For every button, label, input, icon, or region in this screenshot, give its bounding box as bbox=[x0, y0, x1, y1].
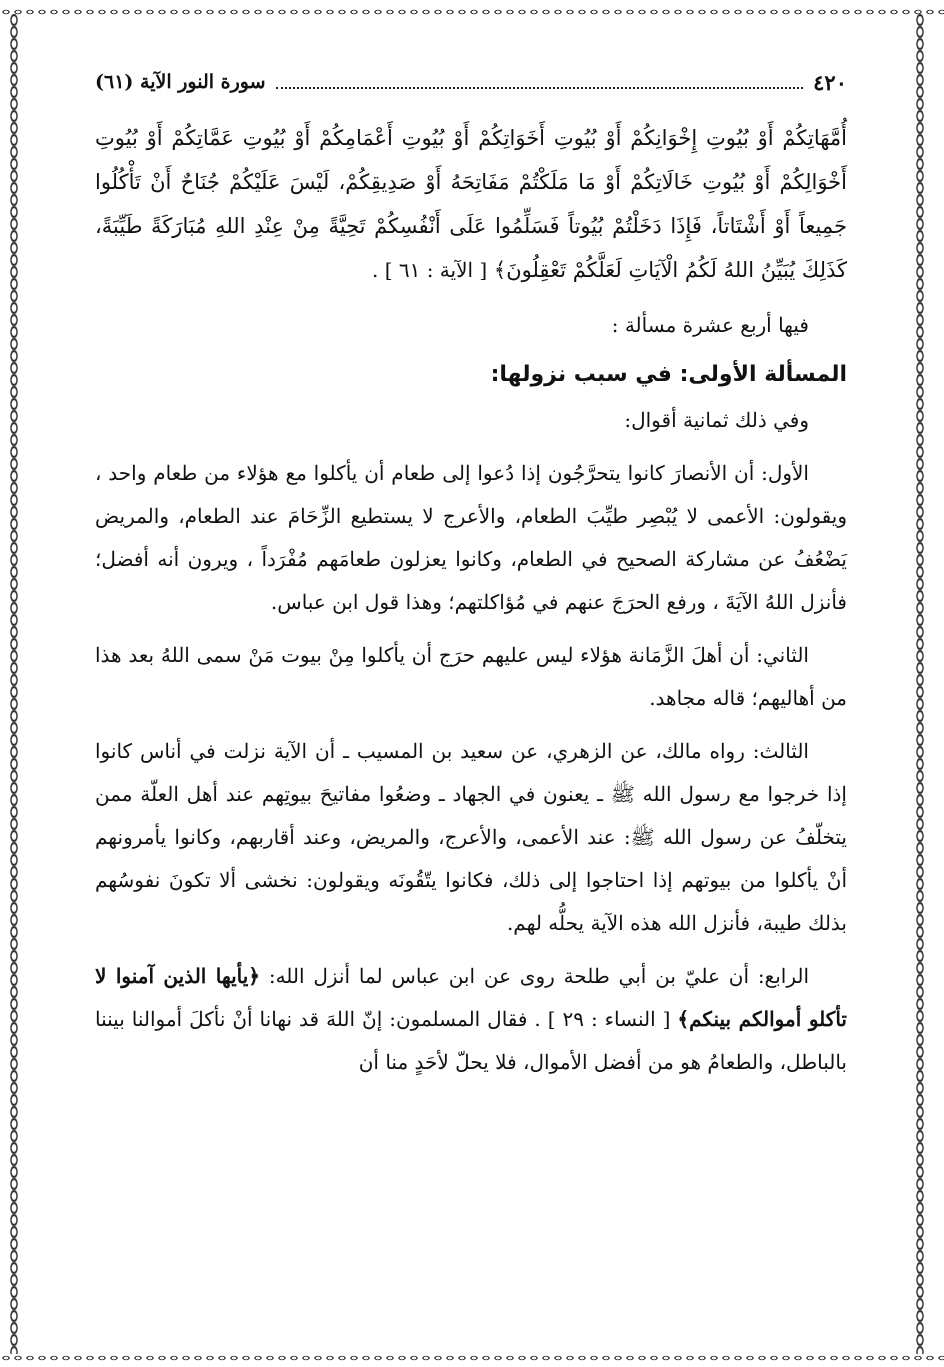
running-title: سورة النور الآية (٦١) bbox=[95, 71, 266, 93]
decorative-border-bottom bbox=[0, 1350, 944, 1366]
saying-second: الثاني: أن أهلَ الزَّمَانة هؤلاء ليس عليهم حرَج أن يأكلوا مِنْ بيوت مَنْ سمى اللهُ بعد هذا من أهاليهم؛ قاله مجاهد. bbox=[95, 643, 847, 710]
page-number: ٤٢٠ bbox=[813, 69, 847, 95]
saying-fourth-quote: ﴿يأيها الذين آمنوا لا تأكلو أموالكم بينكم﴾ bbox=[95, 964, 847, 1031]
decorative-border-right bbox=[912, 14, 928, 1354]
saying-fourth-suffix: [ النساء : ٢٩ ] . فقال المسلمون: إنّ اللهَ قد نهانا أنْ نأكلَ أموالنا بيننا بالباطل، والطعامُ هو من أفضل الأموال، فلا يحلّ لأحَدٍ منا أن bbox=[95, 1007, 847, 1074]
issues-intro: فيها أربع عشرة مسألة : bbox=[611, 313, 809, 337]
issue-lead: وفي ذلك ثمانية أقوال: bbox=[624, 408, 809, 432]
page-header bbox=[95, 60, 847, 104]
header-dotted-leader bbox=[276, 87, 804, 89]
decorative-border-top bbox=[0, 4, 944, 20]
saying-fourth-prefix: الرابع: أن عليّ بن أبي طلحة روى عن ابن عباس لما أنزل الله: bbox=[260, 964, 810, 988]
saying-fourth bbox=[95, 955, 847, 1084]
verse-reference: [ الآية : ٦١ ] . bbox=[371, 258, 488, 282]
saying-third: الثالث: رواه مالك، عن الزهري، عن سعيد بن المسيب ـ أن الآية نزلت في أناس كانوا إذا خرجوا مع رسول الله ﷺ ـ يعنون في الجهاد ـ وضعُوا مفاتيحَ بيوتِهم عند أهل العلّة ممن يتخلّفُ عن رسول الله ﷺ: عند الأعمى، والأعرج، والمريض، وعند أقاربهم، وكانوا يأمرونهم أنْ يأكلوا من بيوتهم إذا احتاجوا إلى ذلك، فكانوا يتّقُونَه ويقولون: نخشى ألا تكونَ نفوسُهم بذلك طيبة، فأنزل الله هذه الآية يحلُّه لهم. bbox=[95, 739, 847, 935]
issue-title: المسألة الأولى: في سبب نزولها: bbox=[490, 362, 847, 387]
saying-first: الأول: أن الأنصارَ كانوا يتحرَّجُون إذا دُعوا إلى طعام أن يأكلوا مع هؤلاء من طعام واحد ، ويقولون: الأعمى لا يُبْصِر طيِّبَ الطعام، والأعرج لا يستطيع الزِّحَامَ عند الطعام، والمريض يَضْعُفُ عن مشاركة الصحيح في الطعام، وكانوا يعزلون طعامَهم مُفْرَداً ، ويرون أنه أفضل؛ فأنزل اللهُ الآيَةَ ، ورفع الحرَجَ عنهم في مُؤاكلتهم؛ وهذا قول ابن عباس. bbox=[95, 461, 847, 614]
verse-text: أُمَّهَاتِكُمْ أَوْ بُيُوتِ إِخْوَانِكُمْ أَوْ بُيُوتِ أَخَوَاتِكُمْ أَوْ بُيُوتِ أَعْمَامِكُمْ أَوْ بُيُوتِ عَمَّاتِكُمْ أَوْ بُيُوتِ أَخْوَالِكُمْ أَوْ بُيُوتِ خَالَاتِكُمْ أَوْ مَا مَلَكْتُمْ مَفَاتِحَهُ أَوْ صَدِيقِكُمْ، لَيْسَ عَلَيْكُمْ جُنَاحٌ أَنْ تَأْكُلُوا جَمِيعاً أَوْ أَشْتَاتاً، فَإِذَا دَخَلْتُمْ بُيُوتاً فَسَلِّمُوا عَلَى أَنْفُسِكُمْ تَحِيَّةً مِنْ عِنْدِ اللهِ مُبَارَكَةً طَيِّبَةً، كَذَلِكَ يُبَيِّنُ اللهُ لَكُمُ الْآيَاتِ لَعَلَّكُمْ تَعْقِلُونَ﴾ bbox=[95, 126, 847, 282]
quran-verse bbox=[95, 116, 847, 292]
decorative-border-left bbox=[6, 14, 22, 1354]
page-content bbox=[95, 60, 847, 1330]
